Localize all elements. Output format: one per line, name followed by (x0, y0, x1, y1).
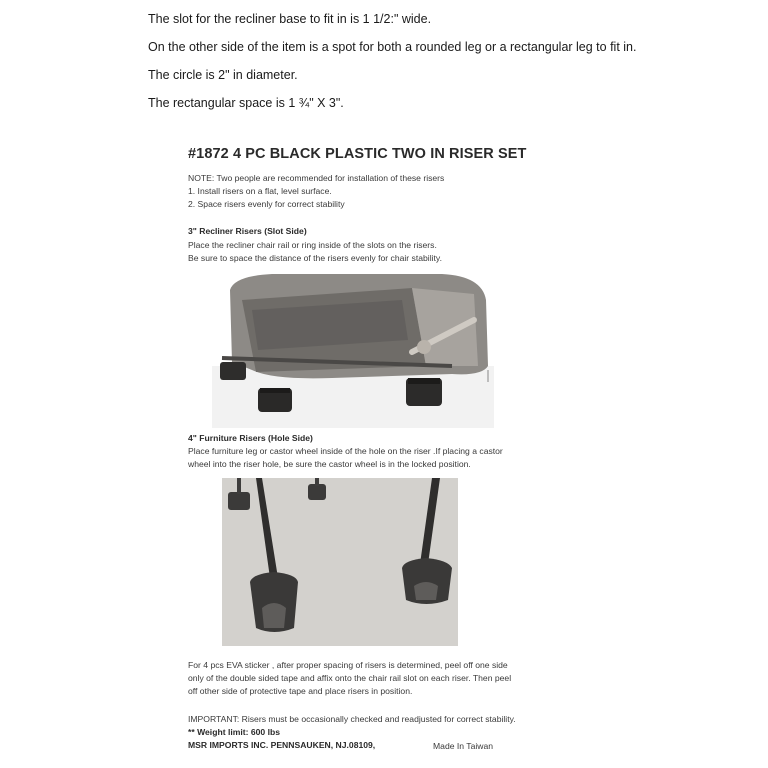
note-slot-width: The slot for the recliner base to fit in is 1 1/2:" wide. (148, 12, 432, 26)
eva-text-3: off other side of protective tape and place risers in position. (188, 686, 413, 696)
note-circle-diameter: The circle is 2" in diameter. (148, 68, 298, 82)
recliner-text-2: Be sure to space the distance of the risers evenly for chair stability. (188, 253, 442, 263)
made-in-label: Made In Taiwan (433, 741, 494, 751)
note-leg-spot: On the other side of the item is a spot for both a rounded leg or a rectangular leg to fit in. (148, 40, 637, 54)
furniture-text-1: Place furniture leg or castor wheel inside of the hole on the riser .If placing a castor (188, 446, 503, 456)
install-step-2: 2. Space risers evenly for correct stability (188, 199, 345, 209)
important-note: IMPORTANT: Risers must be occasionally checked and readjusted for correct stability. (188, 714, 516, 724)
note-rectangular-space: The rectangular space is 1 ¾" X 3". (148, 96, 344, 110)
instruction-title: #1872 4 PC BLACK PLASTIC TWO IN RISER SET (188, 146, 527, 162)
installation-note: NOTE: Two people are recommended for installation of these risers (188, 173, 445, 183)
weight-limit: ** Weight limit: 600 lbs (188, 727, 281, 737)
eva-text-2: only of the double sided tape and affix onto the chair rail slot on each riser. Then peel (188, 673, 512, 683)
furniture-text-2: wheel into the riser hole, be sure the castor wheel is in the locked position. (188, 459, 471, 469)
recliner-heading: 3" Recliner Risers (Slot Side) (188, 226, 307, 236)
install-step-1: 1. Install risers on a flat, level surface. (188, 186, 332, 196)
furniture-photo (222, 478, 458, 646)
recliner-text-1: Place the recliner chair rail or ring inside of the slots on the risers. (188, 240, 437, 250)
recliner-photo (212, 270, 494, 428)
company-address: MSR IMPORTS INC. PENNSAUKEN, NJ.08109, (188, 740, 376, 750)
furniture-heading: 4" Furniture Risers (Hole Side) (188, 433, 313, 443)
eva-text-1: For 4 pcs EVA sticker , after proper spacing of risers is determined, peel off one side (188, 660, 508, 670)
